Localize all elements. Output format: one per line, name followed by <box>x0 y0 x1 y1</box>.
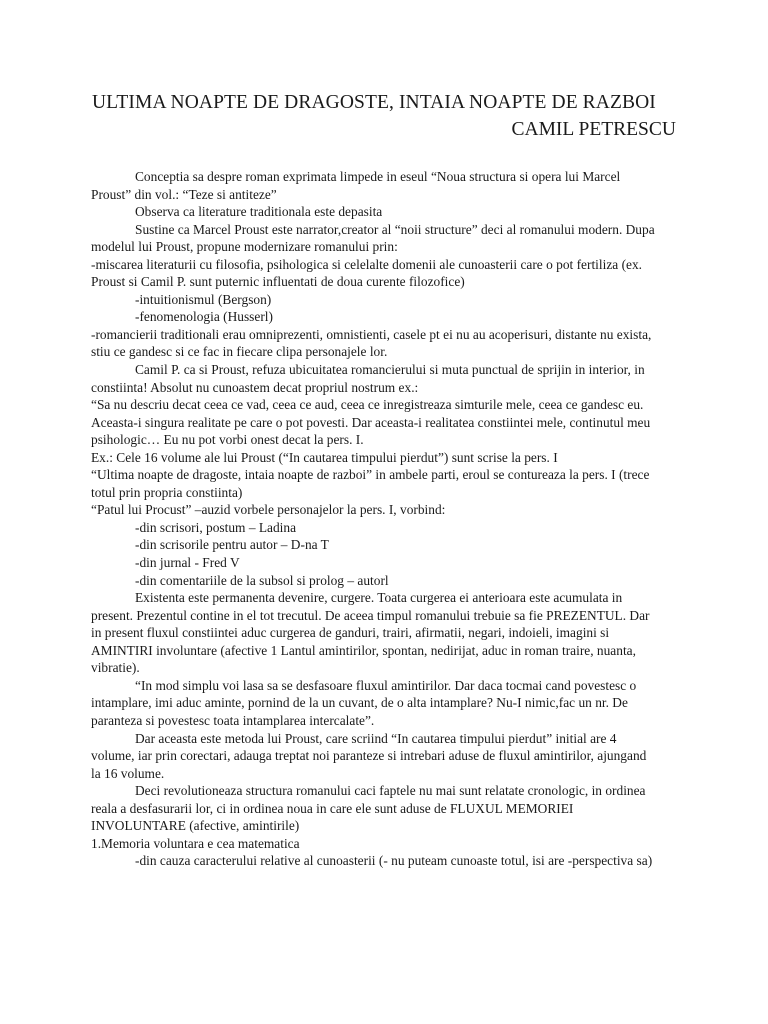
text-line: present. Prezentul contine in el tot trecutul. De aceea timpul romanului trebuie sa fie PREZENTUL. Dar <box>91 607 650 623</box>
text-line: Ex.: Cele 16 volume ale lui Proust (“In cautarea timpului pierdut”) sunt scrise la pers. I <box>91 449 558 465</box>
text-line: Camil P. ca si Proust, refuza ubicuitatea romancierului si muta punctual de sprijin in interior, in <box>135 362 645 378</box>
text-line: 1.Memoria voluntara e cea matematica <box>91 835 300 851</box>
text-line: stiu ce gandesc si ce fac in fiecare clipa personajele lor. <box>91 344 388 360</box>
text-line: Dar aceasta este metoda lui Proust, care scriind “In cautarea timpului pierdut” initial are 4 <box>135 730 617 746</box>
text-line: Aceasta-i singura realitate pe care o pot povesti. Dar aceasta-i realitatea constiintei mele, continutul meu <box>91 414 651 430</box>
text-line: Observa ca literature traditionala este depasita <box>135 204 383 220</box>
text-line: constiinta! Absolut nu cunoastem decat propriul nostrum ex.: <box>91 379 419 395</box>
text-line: “In mod simplu voi lasa sa se desfasoare fluxul amintirilor. Dar daca tocmai cand povestesc o <box>135 677 637 693</box>
text-line: psihologic… Eu nu pot vorbi onest decat la pers. I. <box>91 432 364 448</box>
text-line: Proust” din vol.: “Teze si antiteze” <box>91 186 277 202</box>
text-line: -din comentariile de la subsol si prolog – autorl <box>135 572 389 588</box>
text-line: intamplare, imi aduc aminte, pornind de la un cuvant, de o alta intamplare? Nu-I nimic,fac un nr. De <box>91 695 628 711</box>
text-line: -intuitionismul (Bergson) <box>135 291 272 307</box>
text-line: Existenta este permanenta devenire, curgere. Toata curgerea ei anterioara este acumulata in <box>135 590 623 606</box>
text-line: -miscarea literaturii cu filosofia, psihologica si celelalte domenii ale cunoasterii care o pot fertiliza (ex. <box>91 256 643 272</box>
text-line: Sustine ca Marcel Proust este narrator,creator al “noii structure” deci al romanului modern. Dupa <box>135 221 655 237</box>
text-line: -din scrisori, postum – Ladina <box>135 519 297 535</box>
text-line: totul prin propria constiinta) <box>91 484 243 500</box>
text-line: -din scrisorile pentru autor – D-na T <box>135 537 329 553</box>
text-line: vibratie). <box>91 660 140 676</box>
text-line: in present fluxul constiintei aduc curgerea de ganduri, trairi, afirmatii, negari, indoieli, imagini si <box>91 625 610 641</box>
document-title: ULTIMA NOAPTE DE DRAGOSTE, INTAIA NOAPTE DE RAZBOI <box>92 92 656 113</box>
document-body <box>91 168 681 870</box>
text-line: -romancierii traditionali erau omniprezenti, omnistienti, casele pt ei nu au acoperisuri, distante nu exista, <box>91 326 652 342</box>
text-line: -din jurnal - Fred V <box>135 555 240 571</box>
document-author: CAMIL PETRESCU <box>511 119 676 140</box>
text-line: Conceptia sa despre roman exprimata limpede in eseul “Noua structura si opera lui Marcel <box>135 169 621 184</box>
text-line: paranteza si povestesc toata intamplarea intercalate”. <box>91 712 375 728</box>
text-line: reala a desfasurarii lor, ci in ordinea noua in care ele sunt aduse de FLUXUL MEMORIEI <box>91 800 574 816</box>
text-line: Proust si Camil P. sunt puternic influentati de doua curente filozofice) <box>91 274 465 290</box>
text-line: modelul lui Proust, propune modernizare romanului prin: <box>91 239 398 255</box>
text-line: -fenomenologia (Husserl) <box>135 309 273 325</box>
text-line: -din cauza caracterului relative al cunoasterii (- nu puteam cunoaste totul, isi are -perspectiva sa) <box>135 853 653 869</box>
text-line: AMINTIRI involuntare (afective 1 Lantul amintirilor, spontan, nedirijat, aduc in roman traire, nuanta, <box>91 642 636 658</box>
text-line: la 16 volume. <box>91 765 165 781</box>
text-line: Deci revolutioneaza structura romanului caci faptele nu mai sunt relatate cronologic, in ordinea <box>135 783 646 799</box>
text-line: “Ultima noapte de dragoste, intaia noapte de razboi” in ambele parti, eroul se contureaza la pers. I (trece <box>91 467 650 483</box>
text-line: INVOLUNTARE (afective, amintirile) <box>91 818 300 834</box>
text-line: “Sa nu descriu decat ceea ce vad, ceea ce aud, ceea ce inregistreaza simturile mele, ceea ce gandesc eu. <box>91 397 644 413</box>
text-line: volume, iar prin corectari, adauga treptat noi paranteze si intrebari aduse de fluxul amintirilor, ajungand <box>91 748 647 764</box>
text-line: “Patul lui Procust” –auzid vorbele personajelor la pers. I, vorbind: <box>91 502 446 518</box>
